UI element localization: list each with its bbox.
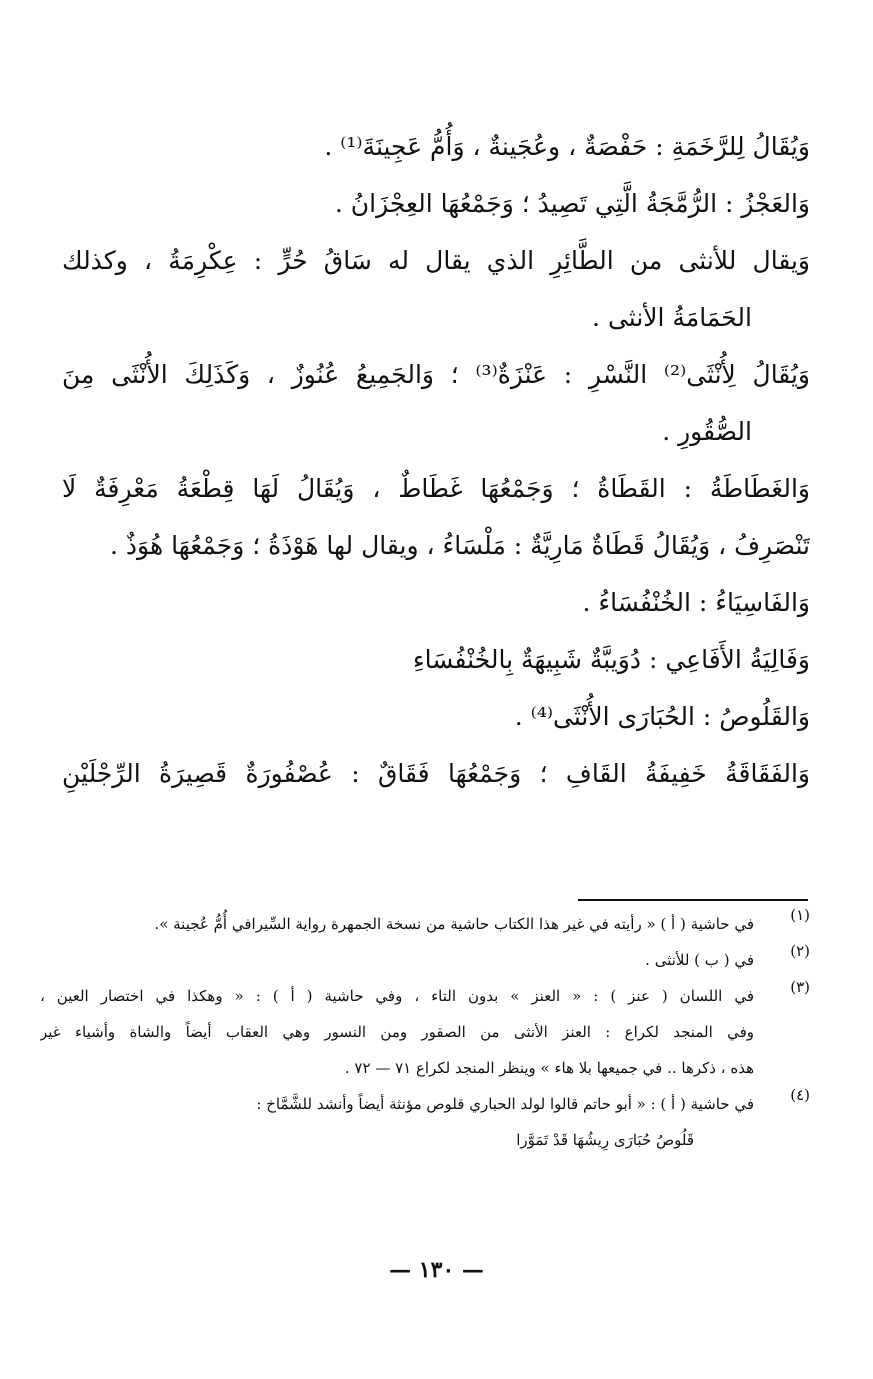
footnote-number: (٤) — [790, 1086, 810, 1104]
text-line: وَالفَاسِيَاءُ : الخُنْفُسَاءُ . — [582, 588, 810, 617]
footnote-verse: قَلُوصُ حُبَارَى رِيشُهَا قَدْ تَمَوَّرا — [516, 1131, 694, 1149]
footnote-number: (٣) — [790, 978, 810, 996]
text-line: وَيُقَالُ لِأُنْثَى⁽²⁾ النَّسْرِ : عَنْزَةٌ⁽³⁾ ؛ وَالجَمِيعُ عُنُوزٌ ، وَكَذَلِكَ الأُنْثَى مِنَ — [62, 360, 810, 389]
text-line: الصُّقُورِ . — [662, 417, 752, 446]
footnote-line: في ( ب ) للأنثى . — [645, 951, 754, 969]
text-line: وَالغَطَاطَةُ : القَطَاةُ ؛ وَجَمْعُهَا غَطَاطٌ ، وَيُقَالُ لَهَا قِطْعَةُ مَعْرِفَةٌ لَا — [62, 474, 810, 503]
page-number: — ١٣٠ — — [389, 1257, 484, 1283]
footnote-4 — [40, 1086, 810, 1158]
footnote-line: في حاشية ( أ ) « رأيته في غير هذا الكتاب حاشية من نسخة الجمهرة رواية السِّيرافي أُمُّ عُجينة ». — [154, 915, 754, 933]
footnote-2 — [40, 942, 810, 978]
text-line: الحَمَامَةُ الأنثى . — [592, 303, 752, 332]
footnote-line: في حاشية ( أ ) : « أبو حاتم قالوا لولد الحباري قلوص مؤنثة أيضاً وأنشد للشَّمَّاخ : — [256, 1095, 754, 1113]
footnote-number: (٢) — [790, 942, 810, 960]
footnote-1 — [40, 906, 810, 942]
footnote-line: وفي المنجد لكراع : العنز الأنثى من الصقور ومن النسور وهي العقاب أيضاً والشاة وأشياء غير — [40, 1023, 754, 1041]
text-line: وَالقَلُوصُ : الحُبَارَى الأُنْثَى⁽⁴⁾ . — [514, 702, 810, 731]
main-text — [62, 118, 810, 802]
text-line: تَنْصَرِفُ ، وَيُقَالُ قَطَاةٌ مَارِيَّةٌ : مَلْسَاءُ ، ويقال لها هَوْذَةُ ؛ وَجَمْعُهَا هُوَذٌ . — [110, 531, 810, 560]
text-line: وَالعَجْزُ : الرُّمَّجَةُ الَّتِي تَصِيدُ ؛ وَجَمْعُهَا العِجْزَانُ . — [334, 189, 810, 218]
footnote-number: (١) — [790, 906, 810, 924]
footnote-3 — [40, 978, 810, 1086]
footnotes — [40, 906, 810, 1158]
text-line: وَالفَقَاقَةُ خَفِيفَةُ القَافِ ؛ وَجَمْعُهَا فَقَاقٌ : عُصْفُورَةٌ قَصِيرَةُ الرِّجْلَيْنِ — [62, 759, 810, 788]
text-line: وَفَالِيَةُ الأَفَاعِي : دُوَيبَّةٌ شَبِيهَةٌ بِالخُنْفُسَاءِ — [412, 645, 810, 674]
text-line: وَيقال للأنثى من الطَّائِرِ الذي يقال له سَاقُ حُرٍّ : عِكْرِمَةُ ، وكذلك — [62, 246, 810, 275]
footnote-line: هذه ، ذكرها .. في جميعها بلا هاء » وينظر المنجد لكراع ٧١ — ٧٢ . — [344, 1059, 754, 1077]
text-line: وَيُقَالُ لِلرَّخَمَةِ : حَفْصَةٌ ، وعُجَينةٌ ، وَأُمُّ عَجِينَةَ⁽¹⁾ . — [324, 132, 810, 161]
footnote-separator — [578, 899, 808, 901]
footnote-line: في اللسان ( عنز ) : « العنز » بدون التاء ، وفي حاشية ( أ ) : « وهكذا في اختصار العين ، — [40, 987, 754, 1005]
